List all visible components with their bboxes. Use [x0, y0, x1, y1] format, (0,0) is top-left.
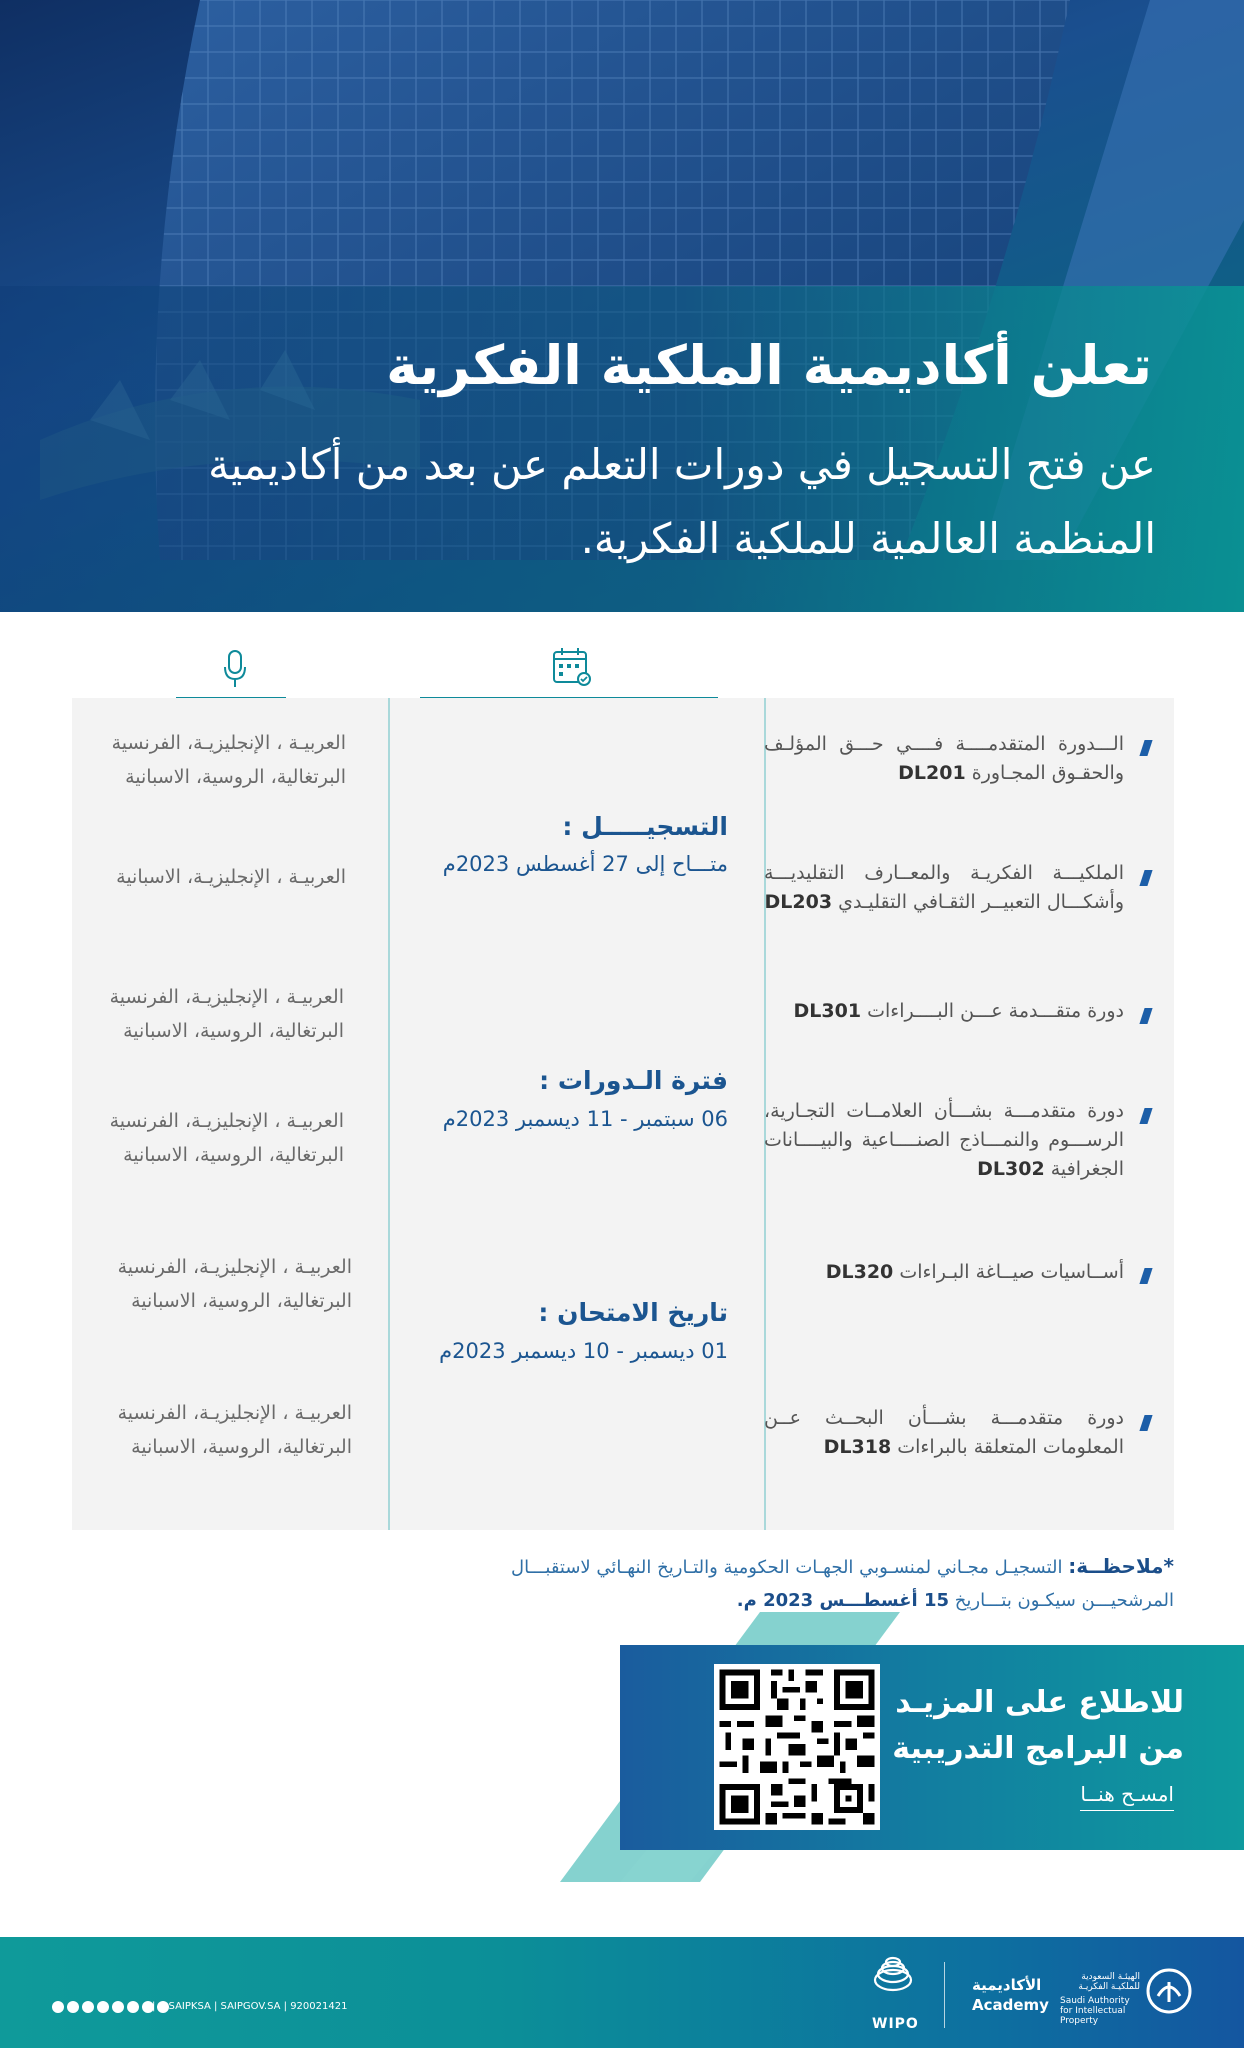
course-code: DL318	[823, 1436, 892, 1458]
promo-title-line: من البرامج التدريبية	[892, 1731, 1184, 1766]
exam-date-title: تاريخ الامتحان :	[538, 1298, 728, 1327]
course-code: DL201	[898, 762, 966, 784]
column-divider	[388, 698, 390, 1530]
footer-contact: | @SAIPKSA | SAIPGOV.SA | 920021421	[152, 2001, 348, 2012]
promo-title	[892, 1680, 1184, 1772]
page-title: تعلن أكاديمية الملكية الفكرية	[386, 334, 1152, 397]
course-period-value: 06 سبتمبر - 11 ديسمبر 2023م	[442, 1107, 728, 1131]
course-period-title: فترة الـدورات :	[539, 1066, 728, 1095]
calendar-icon	[552, 647, 592, 687]
course-item	[764, 1404, 1124, 1462]
note-text: التسجيـل مجـاني لمنسـوبي الجهـات الحكومية والتـاريخ النهـائي لاستقبـــال المرشحيـــن سيكـون بتـــاريخ	[511, 1557, 1174, 1611]
course-code: DL203	[764, 891, 833, 913]
registration-value: متـــاح إلى 27 أغسطس 2023م	[442, 852, 728, 876]
scan-here-link[interactable]: امسـح هنــا	[1080, 1782, 1174, 1811]
instagram-icon[interactable]	[67, 2001, 79, 2013]
footer-bar	[0, 1937, 1244, 2048]
course-code: DL301	[793, 1000, 862, 1022]
wipo-label: WIPO	[872, 2016, 919, 2032]
course-name: الملكيـــة الفكريـة والمعــارف التقليديـــة وأشكـــال التعبيــر الثقـافي التقليـدي	[764, 862, 1124, 913]
saip-emblem-icon	[1144, 1966, 1194, 2016]
youtube-icon[interactable]	[127, 2001, 139, 2013]
course-code: DL320	[825, 1261, 894, 1283]
academy-label-en: Academy	[972, 1996, 1049, 2014]
microphone-icon	[222, 650, 248, 688]
registration-note	[454, 1550, 1174, 1617]
course-languages: العربيـة ، الإنجليزيـة، الاسبانية	[116, 866, 346, 888]
saip-name-ar: الهيئـة السعودية للملكيـة الفكريـة	[1078, 1972, 1140, 1992]
qr-code-icon[interactable]	[714, 1664, 880, 1830]
course-item	[764, 1097, 1124, 1184]
course-item	[764, 730, 1124, 788]
snapchat-icon[interactable]	[97, 2001, 109, 2013]
registration-title: التسجيـــــل :	[562, 812, 728, 841]
note-date: 15 أغسطـــس 2023 م.	[736, 1590, 950, 1611]
course-languages: العربيـة ، الإنجليزيـة، الفرنسية البرتغالية، الروسية، الاسبانية	[117, 1402, 352, 1458]
course-name: دورة متقدمـــة بشـــأن البحــث عــن المعلومات المتعلقة بالبراءات	[764, 1407, 1124, 1458]
page-subtitle: عن فتح التسجيل في دورات التعلم عن بعد من أكاديمية المنظمة العالمية للملكية الفكرية.	[208, 440, 1156, 563]
exam-date-value: 01 ديسمبر - 10 ديسمبر 2023م	[439, 1339, 728, 1363]
note-label: *ملاحظــة:	[1068, 1554, 1174, 1578]
twitter-icon[interactable]	[82, 2001, 94, 2013]
saip-name-en: Saudi Authority for Intellectual Property	[1060, 1996, 1130, 2026]
course-name: دورة متقـــدمة عـــن البــــراءات	[867, 1000, 1124, 1022]
course-name: الـــدورة المتقدمــــة فــــي حـــق المؤلـف والحقـوق المجـاورة	[764, 733, 1124, 784]
facebook-icon[interactable]	[52, 2001, 64, 2013]
course-item	[764, 1258, 1124, 1287]
course-name: دورة متقدمـــة بشـــأن العلامــات التجـارية، الرســـوم والنمـــاذج الصنــــاعية والبيــــانات الجغرافية	[764, 1100, 1124, 1180]
course-item	[764, 997, 1124, 1026]
linkedin-icon[interactable]	[112, 2001, 124, 2013]
course-languages: العربيـة ، الإنجليزيـة، الفرنسية البرتغالية، الروسية، الاسبانية	[109, 1110, 344, 1166]
course-languages: العربيـة ، الإنجليزيـة، الفرنسية البرتغالية، الروسية، الاسبانية	[117, 1256, 352, 1312]
course-code: DL302	[977, 1158, 1045, 1180]
course-languages: العربيـة ، الإنجليزيـة، الفرنسية البرتغالية، الروسية، الاسبانية	[111, 732, 346, 788]
course-item	[764, 859, 1124, 917]
footer-divider	[944, 1962, 945, 2028]
course-name: أســاسيات صيــاغة البـراءات	[899, 1261, 1124, 1283]
academy-label-ar: الأكاديمية	[972, 1976, 1042, 1994]
promo-title-line: للاطلاع على المزيـد	[895, 1685, 1184, 1720]
course-languages: العربيـة ، الإنجليزيـة، الفرنسية البرتغالية، الروسية، الاسبانية	[109, 986, 344, 1042]
wipo-logo-icon	[868, 1952, 918, 1998]
